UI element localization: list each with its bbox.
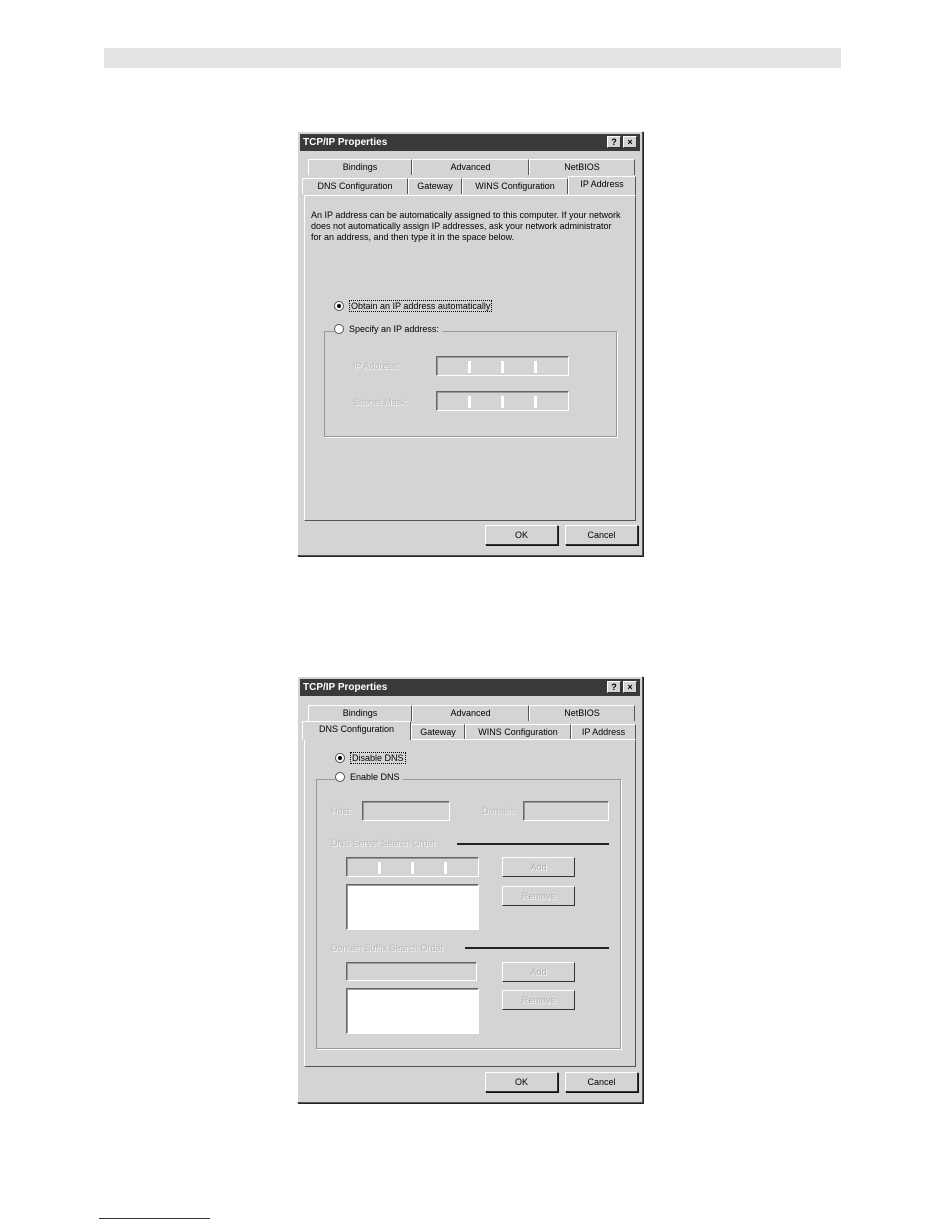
ip-octet-separator [411, 862, 414, 874]
tab-ip-address[interactable]: IP Address [571, 724, 636, 740]
cancel-button[interactable]: Cancel [565, 1072, 638, 1092]
add-domain-suffix-button[interactable]: Add [502, 962, 575, 982]
ok-button[interactable]: OK [485, 525, 558, 545]
dns-server-list[interactable] [346, 884, 479, 930]
specify-ip-groupbox [324, 331, 617, 437]
tab-bindings[interactable]: Bindings [308, 159, 412, 175]
subnet-mask-label: Subnet Mask: [353, 397, 409, 407]
suffix-order-divider [465, 947, 609, 949]
ip-octet-separator [468, 396, 471, 408]
close-icon[interactable]: × [623, 136, 637, 148]
tcpip-properties-dialog-dns [297, 676, 643, 1103]
radio-disable-dns-label: Disable DNS [352, 753, 404, 763]
dns-order-divider [457, 843, 609, 845]
dialog-titlebar [300, 679, 640, 696]
ip-octet-separator [378, 862, 381, 874]
domain-suffix-input[interactable] [346, 962, 477, 981]
tab-advanced[interactable]: Advanced [412, 159, 529, 175]
ip-octet-separator [534, 361, 537, 373]
ip-description-text: An IP address can be automatically assigned to this computer. If your network does not automatically assign IP addresses, ask your network administrator for an address, and then type it in the space below. [311, 210, 621, 242]
remove-dns-server-button[interactable]: Remove [502, 886, 575, 906]
tab-netbios[interactable]: NetBIOS [529, 159, 635, 175]
help-icon[interactable]: ? [607, 136, 621, 148]
tab-bindings[interactable]: Bindings [308, 705, 412, 721]
domain-label: Domain: [482, 806, 516, 816]
radio-specify-ip-label: Specify an IP address: [349, 324, 439, 334]
cancel-button[interactable]: Cancel [565, 525, 638, 545]
tab-dns-configuration[interactable]: DNS Configuration [302, 721, 411, 740]
ip-octet-separator [444, 862, 447, 874]
ip-address-panel [304, 195, 636, 521]
radio-disable-dns[interactable] [335, 752, 406, 764]
ip-octet-separator [468, 361, 471, 373]
radio-specify-ip[interactable] [334, 324, 442, 334]
domain-input[interactable] [523, 801, 609, 821]
dialog-title: TCP/IP Properties [303, 682, 388, 693]
host-label: Host: [331, 806, 353, 816]
radio-obtain-ip[interactable] [334, 300, 492, 312]
tab-wins-configuration[interactable]: WINS Configuration [462, 178, 568, 194]
ok-button[interactable]: OK [485, 1072, 558, 1092]
radio-enable-dns-button[interactable] [335, 772, 345, 782]
tab-ip-address[interactable]: IP Address [568, 176, 636, 195]
ip-address-label: IP Address: [353, 361, 399, 371]
radio-obtain-ip-label: Obtain an IP address automatically [351, 301, 491, 311]
dns-server-input[interactable] [346, 857, 479, 877]
dns-server-search-order-label: DNS Server Search Order [331, 838, 436, 848]
tab-gateway[interactable]: Gateway [408, 178, 462, 194]
tab-dns-configuration[interactable]: DNS Configuration [302, 178, 408, 194]
help-icon[interactable]: ? [607, 681, 621, 693]
subnet-mask-input[interactable] [436, 391, 569, 411]
radio-disable-dns-button[interactable] [335, 753, 345, 763]
ip-address-input[interactable] [436, 356, 569, 376]
dns-configuration-panel [304, 739, 636, 1067]
close-icon[interactable]: × [623, 681, 637, 693]
domain-suffix-list[interactable] [346, 988, 479, 1034]
ip-octet-separator [501, 361, 504, 373]
tab-netbios[interactable]: NetBIOS [529, 705, 635, 721]
add-dns-server-button[interactable]: Add [502, 857, 575, 877]
dialog-titlebar [300, 134, 640, 151]
tab-advanced[interactable]: Advanced [412, 705, 529, 721]
radio-enable-dns[interactable] [335, 772, 403, 782]
dialog-title: TCP/IP Properties [303, 137, 388, 148]
remove-domain-suffix-button[interactable]: Remove [502, 990, 575, 1010]
radio-obtain-ip-button[interactable] [334, 301, 344, 311]
page-header-bar [104, 48, 841, 68]
ip-octet-separator [534, 396, 537, 408]
footer-rule [99, 1218, 210, 1219]
tab-wins-configuration[interactable]: WINS Configuration [465, 724, 571, 740]
radio-specify-ip-button[interactable] [334, 324, 344, 334]
radio-enable-dns-label: Enable DNS [350, 772, 400, 782]
tab-gateway[interactable]: Gateway [411, 724, 465, 740]
ip-octet-separator [501, 396, 504, 408]
tcpip-properties-dialog-ip-address [297, 131, 643, 556]
domain-suffix-search-order-label: Domain Suffix Search Order [331, 943, 444, 953]
host-input[interactable] [362, 801, 450, 821]
